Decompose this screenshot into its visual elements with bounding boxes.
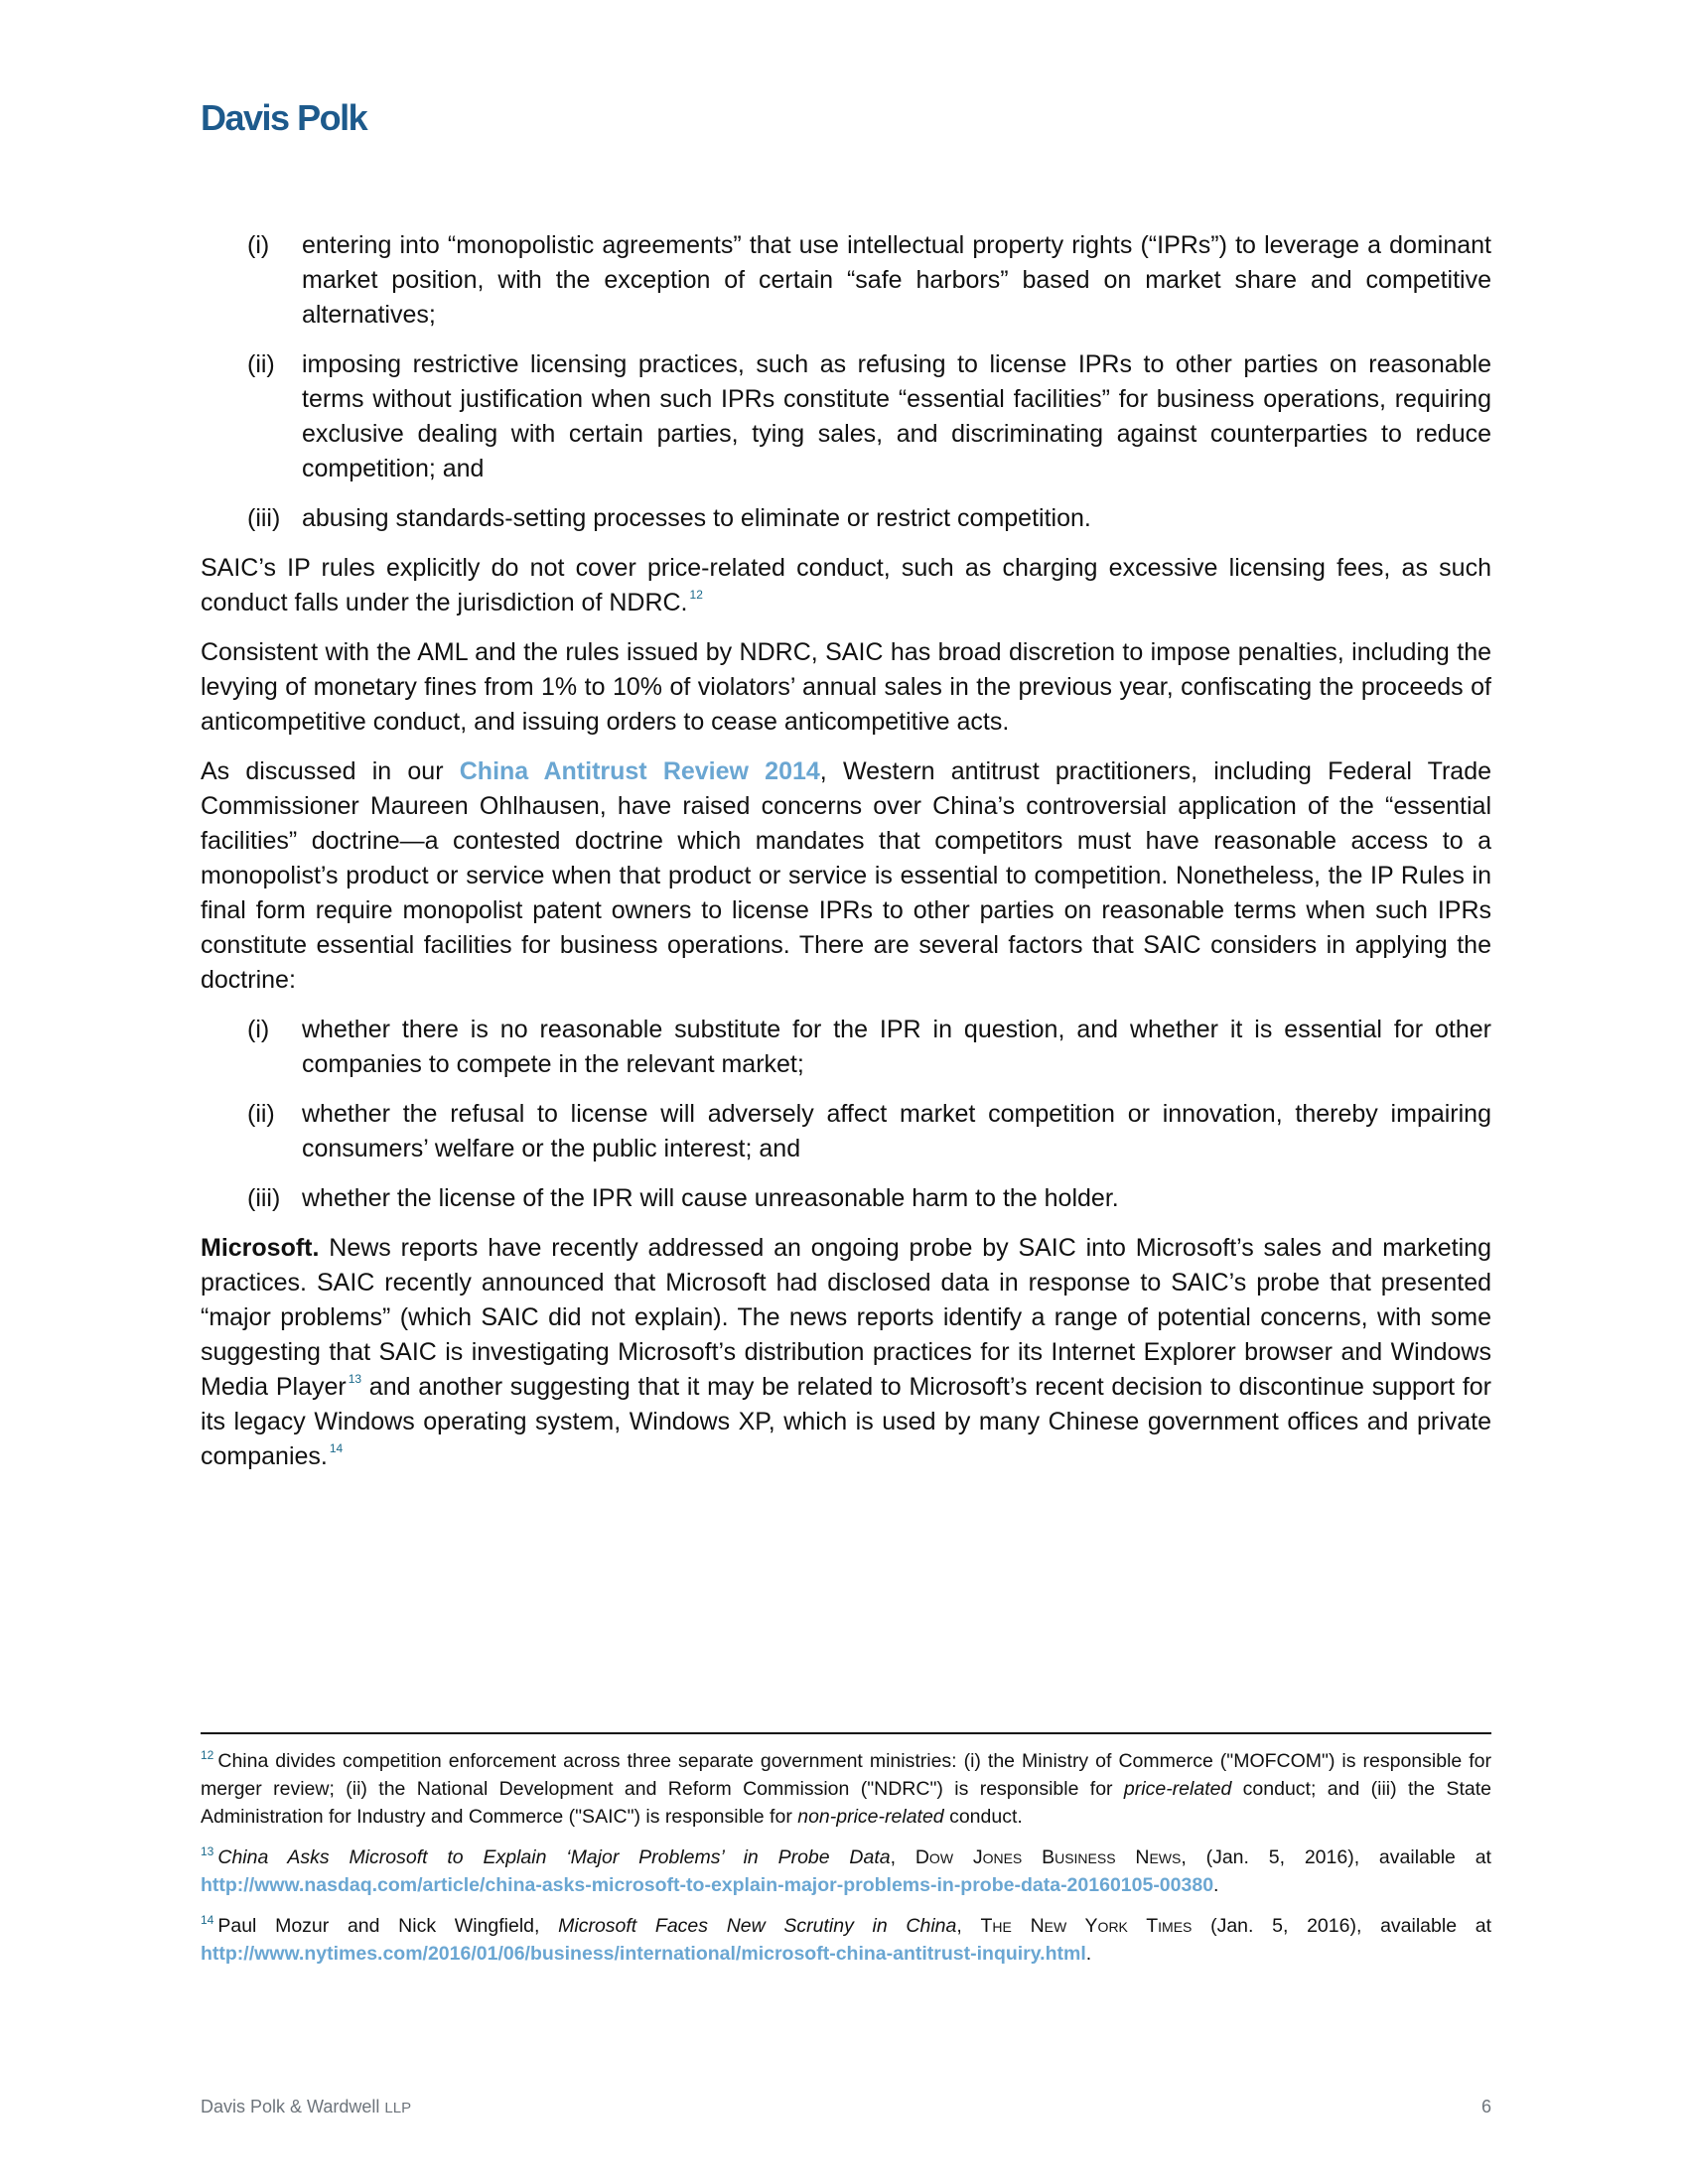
paragraph-text: As discussed in our	[201, 757, 460, 785]
footnote-13: $^{13}$ China Asks Microsoft to Explain ‘Major Problems’ in Probe Data, Dow Jones Business News, (Jan. 5, 2016), available at http://www.nasdaq.com/article/china-asks-microsoft-to-explain-major-problems-in-probe-data-20160105-00380.	[201, 1844, 1491, 1896]
list-item-number: (iii)	[247, 1184, 281, 1212]
prohibited-conduct-list	[201, 228, 1491, 536]
list-item-text: whether the license of the IPR will cause unreasonable harm to the holder.	[302, 1184, 1119, 1212]
footnote-separator	[201, 1732, 1491, 1734]
list-item-number: (i)	[247, 1016, 270, 1043]
footnote-ref-13[interactable]: 13	[348, 1372, 362, 1386]
footnote-text: China divides competition enforcement across three separate government ministries: (i) the Ministry of Commerce ("MOFCOM") is responsible for merger review; (ii) the National Development and Reform Commission ("NDRC") is responsible for	[201, 1750, 1491, 1800]
nasdaq-article-link[interactable]: http://www.nasdaq.com/article/china-asks-microsoft-to-explain-major-problems-in-probe-data-20160105-00380	[201, 1874, 1214, 1896]
list-item	[201, 228, 1491, 333]
page-number: 6	[1480, 2097, 1491, 2116]
footnote-text: conduct; and (iii) the State Administration for Industry and Commerce ("SAIC") is responsible for	[201, 1778, 1492, 1828]
list-item-text: abusing standards-setting processes to eliminate or restrict competition.	[302, 504, 1091, 532]
page-footer	[201, 2097, 1491, 2117]
paragraph-microsoft	[201, 1231, 1491, 1474]
list-item	[201, 347, 1491, 486]
footnote-text: (Jan. 5, 2016), available at	[1192, 1915, 1491, 1937]
footnote-number: 13	[201, 1844, 214, 1858]
list-item-number: (i)	[247, 231, 270, 259]
paragraph-text: News reports have recently addressed an ongoing probe by SAIC into Microsoft’s sales and marketing practices. SAIC recently announced that Microsoft had disclosed data in response to SAIC’s probe that presented “major problems” (which SAIC did not explain). The news reports identify a range of potential concerns, with some suggesting that SAIC is investigating Microsoft’s distribution practices for its Internet Explorer browser and Windows Media Player	[201, 1234, 1491, 1401]
paragraph-essential-facilities	[201, 754, 1491, 998]
footnote-number: 12	[201, 1748, 214, 1762]
article-title: Microsoft Faces New Scrutiny in China	[558, 1915, 957, 1937]
nytimes-article-link[interactable]: http://www.nytimes.com/2016/01/06/business/international/microsoft-china-antitrust-inquiry.html	[201, 1943, 1086, 1965]
list-item-text: entering into “monopolistic agreements” that use intellectual property rights (“IPRs”) to leverage a dominant market position, with the exception of certain “safe harbors” based on market share and competitive alternatives;	[302, 231, 1491, 329]
paragraph-penalties: Consistent with the AML and the rules issued by NDRC, SAIC has broad discretion to impose penalties, including the levying of monetary fines from 1% to 10% of violators’ annual sales in the previous year, confiscating the proceeds of anticompetitive conduct, and issuing orders to cease anticompetitive acts.	[201, 638, 1491, 736]
list-item-text: whether there is no reasonable substitute for the IPR in question, and whether it is essential for other companies to compete in the relevant market;	[302, 1016, 1491, 1078]
paragraph-text: and another suggesting that it may be related to Microsoft’s recent decision to discontinue support for its legacy Windows operating system, Windows XP, which is used by many Chinese government offices and private companies.	[201, 1373, 1491, 1470]
footnote-text: conduct.	[943, 1806, 1023, 1828]
list-item	[201, 501, 1491, 536]
list-item-text: imposing restrictive licensing practices, such as refusing to license IPRs to other parties on reasonable terms without justification when such IPRs constitute “essential facilities” for business operations, requiring exclusive dealing with certain parties, tying sales, and discriminating against counterparties to reduce competition; and	[302, 350, 1491, 482]
list-item-number: (iii)	[247, 504, 281, 532]
footnote-ref-14[interactable]: 14	[329, 1441, 344, 1455]
publication-name: Dow Jones Business News	[914, 1846, 1182, 1868]
list-item-number: (ii)	[247, 1100, 275, 1128]
footnote-emphasis: price-related	[1123, 1778, 1232, 1800]
footnote-text: , (Jan. 5, 2016), available at	[1181, 1846, 1491, 1868]
footer-firm-name: Davis Polk & Wardwell	[201, 2097, 385, 2116]
china-antitrust-review-link[interactable]: China Antitrust Review 2014	[459, 757, 820, 785]
main-content	[201, 228, 1491, 1489]
paragraph-ip-rules-scope	[201, 551, 1491, 620]
footnote-ref-12[interactable]: 12	[689, 588, 703, 602]
list-item-number: (ii)	[247, 350, 275, 378]
paragraph-text: SAIC’s IP rules explicitly do not cover price-related conduct, such as charging excessive licensing fees, as such conduct falls under the jurisdiction of NDRC.	[201, 554, 1491, 616]
publication-name: The New York Times	[980, 1915, 1193, 1937]
section-lead-microsoft: Microsoft.	[201, 1234, 320, 1262]
footnote-12	[201, 1747, 1491, 1831]
footnote-14: $^{14}$ Paul Mozur and Nick Wingfield, Microsoft Faces New Scrutiny in China, The New York Times (Jan. 5, 2016), available at http://www.nytimes.com/2016/01/06/business/international/microsoft-china-antitrust-inquiry.html.	[201, 1913, 1491, 1965]
footer-llp: LLP	[384, 2100, 412, 2116]
saic-factors-list	[201, 1013, 1491, 1216]
list-item	[201, 1097, 1491, 1166]
list-item	[201, 1013, 1491, 1082]
list-item-text: whether the refusal to license will adversely affect market competition or innovation, thereby impairing consumers’ welfare or the public interest; and	[302, 1100, 1491, 1162]
footnote-number: 14	[201, 1913, 214, 1927]
footnotes	[201, 1747, 1491, 1980]
davis-polk-logo: Davis Polk	[201, 97, 367, 138]
paragraph-text: , Western antitrust practitioners, including Federal Trade Commissioner Maureen Ohlhausen, have raised concerns over China’s controversial application of the “essential facilities” doctrine—a contested doctrine which mandates that competitors must have reasonable access to a monopolist’s product or service when that product or service is essential to competition. Nonetheless, the IP Rules in final form require monopolist patent owners to license IPRs to other parties on reasonable terms when such IPRs constitute essential facilities for business operations. There are several factors that SAIC considers in applying the doctrine:	[201, 757, 1491, 994]
footnote-authors: Paul Mozur and Nick Wingfield,	[217, 1915, 559, 1937]
article-title: China Asks Microsoft to Explain ‘Major Problems’ in Probe Data	[217, 1846, 891, 1868]
footnote-emphasis: non-price-related	[797, 1806, 944, 1828]
list-item	[201, 1181, 1491, 1216]
